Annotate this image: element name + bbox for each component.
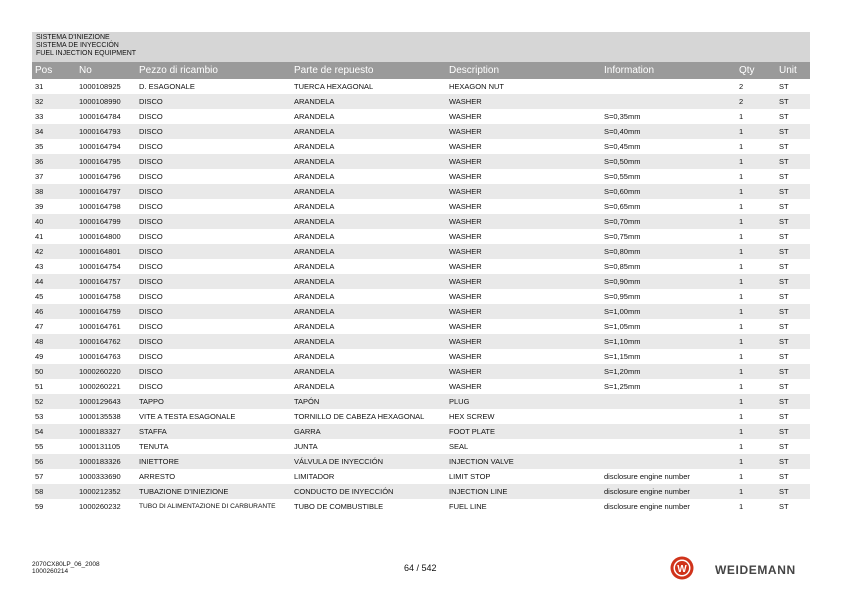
cell-it: DISCO (139, 112, 163, 121)
cell-qty: 1 (739, 367, 744, 376)
cell-qty: 1 (739, 397, 744, 406)
cell-unit: ST (779, 427, 789, 436)
cell-it: TUBAZIONE D'INIEZIONE (139, 487, 229, 496)
cell-en: WASHER (449, 292, 482, 301)
parts-table (32, 79, 810, 514)
table-row (32, 184, 810, 199)
cell-en: WASHER (449, 352, 482, 361)
cell-info: disclosure engine number (604, 487, 690, 496)
table-row (32, 109, 810, 124)
cell-es: ARANDELA (294, 292, 335, 301)
cell-en: HEXAGON NUT (449, 82, 505, 91)
cell-info: S=1,00mm (604, 307, 641, 316)
cell-it: DISCO (139, 292, 163, 301)
cell-es: ARANDELA (294, 172, 335, 181)
cell-it: DISCO (139, 382, 163, 391)
cell-en: LIMIT STOP (449, 472, 491, 481)
cell-no: 1000108990 (79, 97, 121, 106)
cell-pos: 57 (35, 472, 44, 481)
cell-no: 1000164758 (79, 292, 121, 301)
cell-unit: ST (779, 502, 789, 511)
cell-es: ARANDELA (294, 142, 335, 151)
cell-pos: 53 (35, 412, 44, 421)
cell-unit: ST (779, 412, 789, 421)
cell-no: 1000164784 (79, 112, 121, 121)
cell-it: TUBO DI ALIMENTAZIONE DI CARBURANTE (139, 502, 276, 510)
table-row (32, 229, 810, 244)
cell-es: ARANDELA (294, 352, 335, 361)
cell-es: ARANDELA (294, 247, 335, 256)
cell-no: 1000164761 (79, 322, 121, 331)
cell-en: WASHER (449, 307, 482, 316)
cell-unit: ST (779, 202, 789, 211)
table-header (32, 62, 810, 79)
table-row (32, 274, 810, 289)
table-row (32, 94, 810, 109)
cell-pos: 51 (35, 382, 44, 391)
cell-qty: 1 (739, 157, 744, 166)
cell-qty: 1 (739, 487, 744, 496)
table-row (32, 124, 810, 139)
header-spanish: Parte de repuesto (294, 65, 374, 76)
cell-pos: 56 (35, 457, 44, 466)
cell-pos: 54 (35, 427, 44, 436)
cell-it: DISCO (139, 232, 163, 241)
cell-qty: 1 (739, 172, 744, 181)
table-row (32, 349, 810, 364)
cell-it: DISCO (139, 337, 163, 346)
cell-pos: 49 (35, 352, 44, 361)
cell-it: VITE A TESTA ESAGONALE (139, 412, 236, 421)
cell-it: DISCO (139, 97, 163, 106)
cell-es: ARANDELA (294, 97, 335, 106)
header-description: Description (449, 65, 500, 76)
cell-no: 1000108925 (79, 82, 121, 91)
table-row (32, 424, 810, 439)
cell-unit: ST (779, 157, 789, 166)
svg-text:W: W (677, 564, 687, 575)
cell-qty: 1 (739, 292, 744, 301)
cell-es: ARANDELA (294, 112, 335, 121)
table-row (32, 199, 810, 214)
cell-es: ARANDELA (294, 157, 335, 166)
cell-pos: 37 (35, 172, 44, 181)
cell-info: disclosure engine number (604, 472, 690, 481)
cell-info: S=0,35mm (604, 112, 641, 121)
cell-qty: 1 (739, 127, 744, 136)
header-qty: Qty (739, 65, 755, 76)
cell-no: 1000164795 (79, 157, 121, 166)
cell-no: 1000260232 (79, 502, 121, 511)
cell-no: 1000164801 (79, 247, 121, 256)
cell-en: WASHER (449, 277, 482, 286)
cell-no: 1000164800 (79, 232, 121, 241)
cell-info: S=0,40mm (604, 127, 641, 136)
cell-en: PLUG (449, 397, 470, 406)
cell-info: S=0,65mm (604, 202, 641, 211)
cell-en: WASHER (449, 142, 482, 151)
cell-pos: 32 (35, 97, 44, 106)
cell-info: S=0,70mm (604, 217, 641, 226)
cell-qty: 1 (739, 217, 744, 226)
cell-no: 1000164796 (79, 172, 121, 181)
cell-unit: ST (779, 262, 789, 271)
cell-es: VÁLVULA DE INYECCIÓN (294, 457, 384, 466)
cell-info: S=0,45mm (604, 142, 641, 151)
cell-en: WASHER (449, 337, 482, 346)
cell-no: 1000164763 (79, 352, 121, 361)
header-italian: Pezzo di ricambio (139, 65, 218, 76)
cell-es: GARRA (294, 427, 321, 436)
section-title-es: SISTEMA DE INYECCIÓN (36, 42, 119, 49)
cell-unit: ST (779, 127, 789, 136)
cell-it: TAPPO (139, 397, 164, 406)
cell-en: WASHER (449, 262, 482, 271)
cell-en: WASHER (449, 247, 482, 256)
cell-es: ARANDELA (294, 262, 335, 271)
cell-info: S=0,55mm (604, 172, 641, 181)
cell-pos: 48 (35, 337, 44, 346)
table-row (32, 499, 810, 514)
cell-en: WASHER (449, 172, 482, 181)
cell-it: DISCO (139, 187, 163, 196)
cell-pos: 58 (35, 487, 44, 496)
cell-en: INJECTION LINE (449, 487, 508, 496)
cell-it: DISCO (139, 142, 163, 151)
cell-pos: 46 (35, 307, 44, 316)
section-title-it: SISTEMA D'INIEZIONE (36, 34, 110, 41)
doc-number: 1000260214 (32, 568, 69, 575)
table-row (32, 379, 810, 394)
cell-it: INIETTORE (139, 457, 179, 466)
cell-info: S=0,80mm (604, 247, 641, 256)
cell-unit: ST (779, 217, 789, 226)
cell-es: CONDUCTO DE INYECCIÓN (294, 487, 394, 496)
cell-qty: 1 (739, 277, 744, 286)
brand-name: WEIDEMANN (715, 563, 796, 577)
cell-unit: ST (779, 82, 789, 91)
cell-unit: ST (779, 397, 789, 406)
cell-qty: 1 (739, 247, 744, 256)
cell-pos: 44 (35, 277, 44, 286)
cell-qty: 1 (739, 502, 744, 511)
cell-it: DISCO (139, 157, 163, 166)
header-information: Information (604, 65, 655, 76)
cell-it: DISCO (139, 127, 163, 136)
cell-info: S=0,75mm (604, 232, 641, 241)
cell-es: ARANDELA (294, 367, 335, 376)
cell-it: DISCO (139, 322, 163, 331)
cell-info: S=0,90mm (604, 277, 641, 286)
cell-unit: ST (779, 187, 789, 196)
cell-unit: ST (779, 172, 789, 181)
cell-no: 1000164793 (79, 127, 121, 136)
cell-en: WASHER (449, 112, 482, 121)
cell-es: ARANDELA (294, 217, 335, 226)
cell-it: TENUTA (139, 442, 169, 451)
cell-es: ARANDELA (294, 337, 335, 346)
cell-unit: ST (779, 292, 789, 301)
cell-no: 1000129643 (79, 397, 121, 406)
cell-pos: 50 (35, 367, 44, 376)
cell-info: S=1,15mm (604, 352, 641, 361)
cell-pos: 41 (35, 232, 44, 241)
cell-info: S=1,10mm (604, 337, 641, 346)
cell-pos: 40 (35, 217, 44, 226)
cell-qty: 1 (739, 262, 744, 271)
cell-qty: 1 (739, 202, 744, 211)
cell-qty: 1 (739, 307, 744, 316)
cell-en: WASHER (449, 367, 482, 376)
cell-pos: 39 (35, 202, 44, 211)
table-row (32, 394, 810, 409)
section-header (32, 32, 810, 62)
cell-en: WASHER (449, 202, 482, 211)
cell-pos: 33 (35, 112, 44, 121)
cell-pos: 38 (35, 187, 44, 196)
cell-unit: ST (779, 352, 789, 361)
cell-es: TUERCA HEXAGONAL (294, 82, 374, 91)
cell-it: DISCO (139, 352, 163, 361)
cell-info: disclosure engine number (604, 502, 690, 511)
cell-qty: 1 (739, 142, 744, 151)
cell-en: WASHER (449, 97, 482, 106)
cell-it: DISCO (139, 367, 163, 376)
cell-it: ARRESTO (139, 472, 176, 481)
cell-es: LIMITADOR (294, 472, 335, 481)
table-row (32, 244, 810, 259)
cell-pos: 43 (35, 262, 44, 271)
cell-en: FUEL LINE (449, 502, 487, 511)
cell-no: 1000164754 (79, 262, 121, 271)
cell-es: TORNILLO DE CABEZA HEXAGONAL (294, 412, 425, 421)
cell-no: 1000164798 (79, 202, 121, 211)
table-row (32, 154, 810, 169)
cell-pos: 36 (35, 157, 44, 166)
cell-pos: 59 (35, 502, 44, 511)
cell-pos: 55 (35, 442, 44, 451)
cell-info: S=1,05mm (604, 322, 641, 331)
cell-pos: 35 (35, 142, 44, 151)
cell-pos: 47 (35, 322, 44, 331)
cell-en: WASHER (449, 217, 482, 226)
page-number: 64 / 542 (404, 563, 437, 573)
table-row (32, 289, 810, 304)
cell-no: 1000164797 (79, 187, 121, 196)
cell-no: 1000183327 (79, 427, 121, 436)
cell-no: 1000260220 (79, 367, 121, 376)
cell-qty: 1 (739, 472, 744, 481)
header-pos: Pos (35, 65, 53, 76)
cell-it: DISCO (139, 307, 163, 316)
cell-en: WASHER (449, 127, 482, 136)
cell-en: SEAL (449, 442, 469, 451)
cell-qty: 1 (739, 322, 744, 331)
doc-code: 2070CX80LP_06_2008 (32, 561, 100, 568)
cell-no: 1000164799 (79, 217, 121, 226)
cell-no: 1000131105 (79, 442, 121, 451)
cell-qty: 1 (739, 427, 744, 436)
brand-logo-icon (670, 556, 694, 580)
table-row (32, 454, 810, 469)
cell-qty: 1 (739, 412, 744, 421)
cell-no: 1000164762 (79, 337, 121, 346)
cell-unit: ST (779, 247, 789, 256)
cell-it: DISCO (139, 202, 163, 211)
cell-it: D. ESAGONALE (139, 82, 195, 91)
table-row (32, 364, 810, 379)
cell-no: 1000260221 (79, 382, 121, 391)
table-row (32, 319, 810, 334)
cell-es: ARANDELA (294, 202, 335, 211)
cell-unit: ST (779, 322, 789, 331)
cell-it: DISCO (139, 277, 163, 286)
cell-unit: ST (779, 307, 789, 316)
cell-en: WASHER (449, 232, 482, 241)
cell-en: WASHER (449, 322, 482, 331)
cell-es: TUBO DE COMBUSTIBLE (294, 502, 384, 511)
cell-es: JUNTA (294, 442, 318, 451)
cell-es: ARANDELA (294, 187, 335, 196)
cell-unit: ST (779, 382, 789, 391)
cell-unit: ST (779, 367, 789, 376)
cell-pos: 42 (35, 247, 44, 256)
table-row (32, 469, 810, 484)
cell-es: ARANDELA (294, 382, 335, 391)
cell-en: WASHER (449, 157, 482, 166)
table-row (32, 79, 810, 94)
cell-en: INJECTION VALVE (449, 457, 514, 466)
weidemann-logo (670, 556, 815, 582)
table-row (32, 439, 810, 454)
table-row (32, 169, 810, 184)
cell-qty: 2 (739, 82, 744, 91)
cell-qty: 1 (739, 457, 744, 466)
cell-pos: 31 (35, 82, 44, 91)
table-row (32, 409, 810, 424)
cell-qty: 1 (739, 187, 744, 196)
cell-qty: 1 (739, 337, 744, 346)
cell-pos: 34 (35, 127, 44, 136)
cell-info: S=1,20mm (604, 367, 641, 376)
cell-qty: 1 (739, 382, 744, 391)
cell-no: 1000212352 (79, 487, 121, 496)
cell-es: ARANDELA (294, 307, 335, 316)
cell-it: DISCO (139, 217, 163, 226)
cell-pos: 52 (35, 397, 44, 406)
cell-qty: 1 (739, 352, 744, 361)
cell-es: TAPÓN (294, 397, 320, 406)
cell-en: WASHER (449, 187, 482, 196)
cell-no: 1000183326 (79, 457, 121, 466)
cell-it: DISCO (139, 172, 163, 181)
cell-qty: 1 (739, 112, 744, 121)
cell-unit: ST (779, 142, 789, 151)
cell-it: DISCO (139, 247, 163, 256)
cell-unit: ST (779, 337, 789, 346)
table-row (32, 334, 810, 349)
table-row (32, 304, 810, 319)
cell-es: ARANDELA (294, 127, 335, 136)
cell-en: WASHER (449, 382, 482, 391)
section-title-en: FUEL INJECTION EQUIPMENT (36, 50, 137, 57)
cell-no: 1000164794 (79, 142, 121, 151)
cell-no: 1000164757 (79, 277, 121, 286)
cell-unit: ST (779, 457, 789, 466)
cell-no: 1000135538 (79, 412, 121, 421)
cell-qty: 1 (739, 232, 744, 241)
cell-unit: ST (779, 232, 789, 241)
cell-unit: ST (779, 487, 789, 496)
cell-en: HEX SCREW (449, 412, 495, 421)
cell-es: ARANDELA (294, 277, 335, 286)
cell-qty: 1 (739, 442, 744, 451)
header-unit: Unit (779, 65, 797, 76)
cell-no: 1000333690 (79, 472, 121, 481)
cell-unit: ST (779, 472, 789, 481)
table-row (32, 484, 810, 499)
cell-it: STAFFA (139, 427, 167, 436)
cell-unit: ST (779, 97, 789, 106)
footer-document-code (32, 561, 100, 575)
cell-info: S=1,25mm (604, 382, 641, 391)
cell-info: S=0,85mm (604, 262, 641, 271)
cell-es: ARANDELA (294, 322, 335, 331)
cell-info: S=0,50mm (604, 157, 641, 166)
cell-it: DISCO (139, 262, 163, 271)
cell-unit: ST (779, 112, 789, 121)
cell-unit: ST (779, 442, 789, 451)
cell-info: S=0,60mm (604, 187, 641, 196)
table-row (32, 214, 810, 229)
cell-unit: ST (779, 277, 789, 286)
cell-en: FOOT PLATE (449, 427, 495, 436)
header-no: No (79, 65, 92, 76)
cell-pos: 45 (35, 292, 44, 301)
table-row (32, 139, 810, 154)
cell-qty: 2 (739, 97, 744, 106)
cell-info: S=0,95mm (604, 292, 641, 301)
cell-no: 1000164759 (79, 307, 121, 316)
table-row (32, 259, 810, 274)
cell-es: ARANDELA (294, 232, 335, 241)
